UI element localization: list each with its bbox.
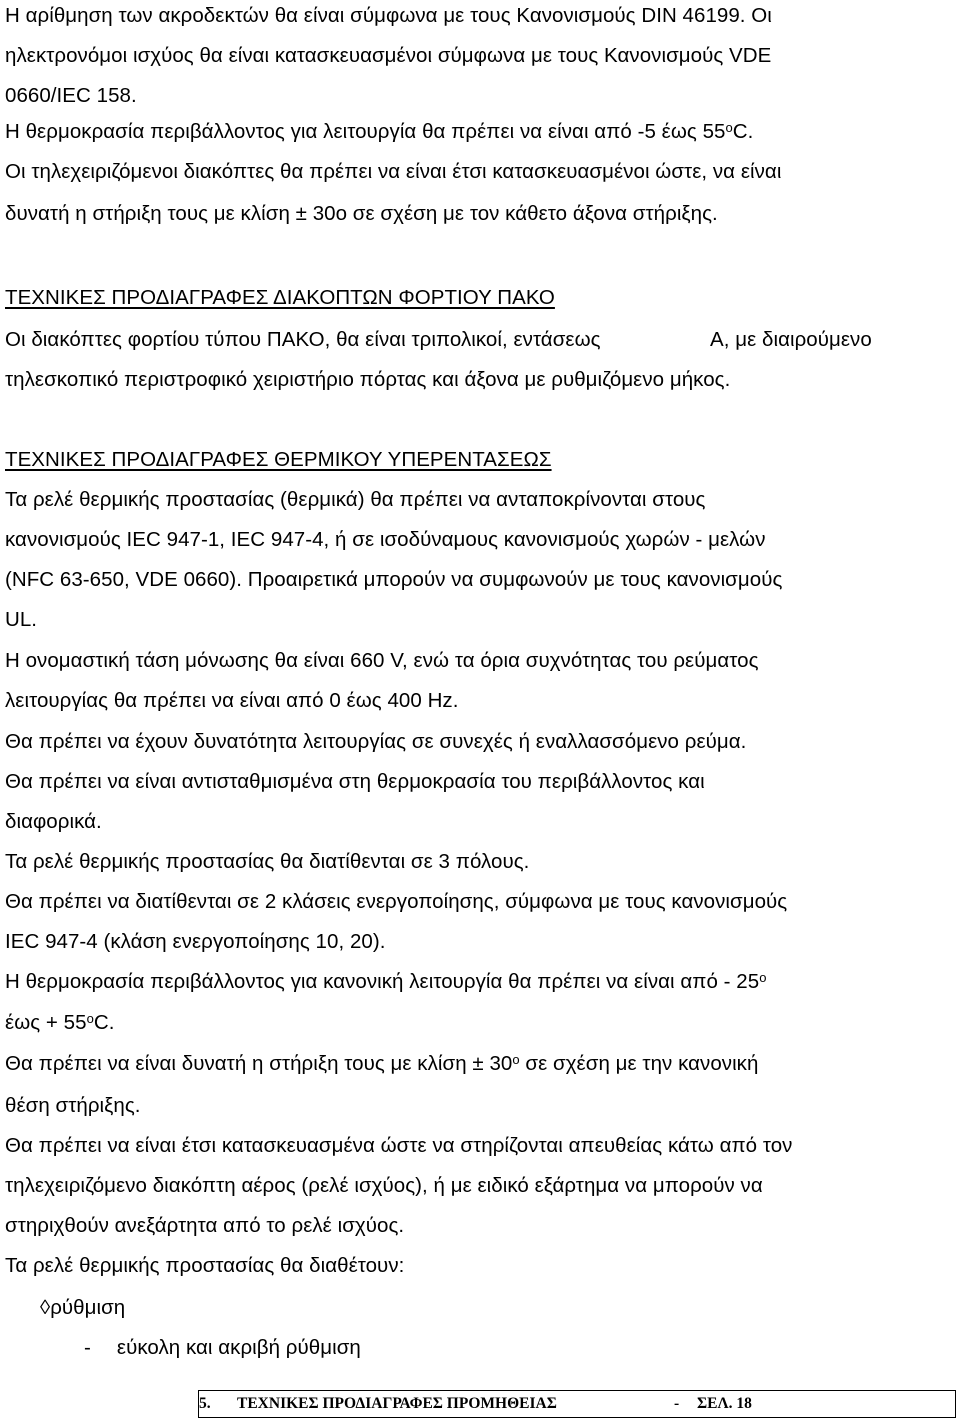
text-line: 0660/IEC 158. (5, 84, 137, 107)
footer-page-number: ΣΕΛ. 18 (697, 1395, 752, 1412)
text-line: Τα ρελέ θερμικής προστασίας θα διαθέτουν: (5, 1254, 405, 1277)
text-line: δυνατή η στήριξη τους με κλίση ± 30ο σε σχέση με τον κάθετο άξονα στήριξης. (5, 202, 718, 225)
text-line: Θα πρέπει να διατίθενται σε 2 κλάσεις ενεργοποίησης, σύμφωνα με τους κανονισμούς (5, 890, 788, 913)
section-heading-thermal: ΤΕΧΝΙΚΕΣ ΠΡΟΔΙΑΓΡΑΦΕΣ ΘΕΡΜΙΚΟΥ ΥΠΕΡΕΝΤΑΣΕΩΣ (5, 448, 552, 471)
text-line: τηλεσκοπικό περιστροφικό χειριστήριο πόρτας και άξονα με ρυθμιζόμενο μήκος. (5, 368, 731, 391)
list-item (84, 1336, 361, 1360)
page-footer (198, 1390, 956, 1418)
footer-separator: - (674, 1395, 680, 1412)
list-item (40, 1296, 125, 1320)
text-line: Η αρίθμηση των ακροδεκτών θα είναι σύμφωνα με τους Κανονισμούς DIN 46199. Οι (5, 4, 772, 27)
text-line: Θα πρέπει να είναι δυνατή η στήριξη τους με $\kappa\lambda ί\sigma\eta \pm 30^o$ σε σχέση με την κανονική (5, 1052, 759, 1075)
text-line: Θα πρέπει να είναι έτσι κατασκευασμένα ώστε να στηρίζονται απευθείας κάτω από τον (5, 1134, 793, 1157)
text-line: Η ονομαστική τάση μόνωσης θα είναι 660 V, ενώ τα όρια συχνότητας του ρεύματος (5, 649, 759, 672)
text-line: λειτουργίας θα πρέπει να είναι από 0 έως 400 Hz. (5, 689, 459, 712)
text-line: στηριχθούν ανεξάρτητα από το ρελέ ισχύος. (5, 1214, 405, 1237)
diamond-bullet-icon: ◊ (40, 1296, 51, 1319)
text-line: Η θερμοκρασία περιβάλλοντος για κανονική λειτουργία θα πρέπει να είναι από - 25$^o$ (5, 970, 767, 993)
text-line: ηλεκτρονόμοι ισχύος θα είναι κατασκευασμένοι σύμφωνα με τους Κανονισμούς VDE (5, 44, 772, 67)
text-line: $έ\omega\varsigma + 55^oC$. (5, 1011, 115, 1034)
text-line: Α, με διαιρούμενο (710, 328, 872, 351)
footer-title: ΤΕΧΝΙΚΕΣ ΠΡΟΔΙΑΓΡΑΦΕΣ ΠΡΟΜΗΘΕΙΑΣ (237, 1395, 557, 1412)
text-line: κανονισμούς IEC 947-1, IEC 947-4, ή σε ισοδύναμους κανονισμούς χωρών - μελών (5, 528, 766, 551)
section-heading-pako: ΤΕΧΝΙΚΕΣ ΠΡΟΔΙΑΓΡΑΦΕΣ ΔΙΑΚΟΠΤΩΝ ΦΟΡΤΙΟΥ ΠΑΚΟ (5, 286, 555, 309)
text-line: Οι διακόπτες φορτίου τύπου ΠΑΚΟ, θα είναι τριπολικοί, εντάσεως (5, 328, 601, 351)
footer-section-number: 5. (199, 1395, 211, 1412)
text-line: Οι τηλεχειριζόμενοι διακόπτες θα πρέπει να είναι έτσι κατασκευασμένοι ώστε, να είναι (5, 160, 782, 183)
text-line: τηλεχειριζόμενο διακόπτη αέρος (ρελέ ισχύος), ή με ειδικό εξάρτημα να μπορούν να (5, 1174, 763, 1197)
text-line: Η θερμοκρασία περιβάλλοντος για λειτουργία θα πρέπει να είναι από -5 έως 55$^o$C. (5, 120, 754, 143)
text-line: Τα ρελέ θερμικής προστασίας θα διατίθενται σε 3 πόλους. (5, 850, 530, 873)
text-line: (NFC 63-650, VDE 0660). Προαιρετικά μπορούν να συμφωνούν με τους κανονισμούς (5, 568, 783, 591)
text-line: θέση στήριξης. (5, 1094, 141, 1117)
text-line: Θα πρέπει να είναι αντισταθμισμένα στη θερμοκρασία του περιβάλλοντος και (5, 770, 705, 793)
text-line: διαφορικά. (5, 810, 102, 833)
text-line: IEC 947-4 (κλάση ενεργοποίησης 10, 20). (5, 930, 386, 953)
list-item-text: εύκολη και ακριβή ρύθμιση (116, 1336, 361, 1359)
list-item-text: ρύθμιση (50, 1296, 126, 1319)
text-line: UL. (5, 608, 38, 631)
text-line: Τα ρελέ θερμικής προστασίας (θερμικά) θα πρέπει να ανταποκρίνονται στους (5, 488, 706, 511)
dash-bullet-icon: - (84, 1336, 91, 1359)
text-line: Θα πρέπει να έχουν δυνατότητα λειτουργίας σε συνεχές ή εναλλασσόμενο ρεύμα. (5, 730, 747, 753)
